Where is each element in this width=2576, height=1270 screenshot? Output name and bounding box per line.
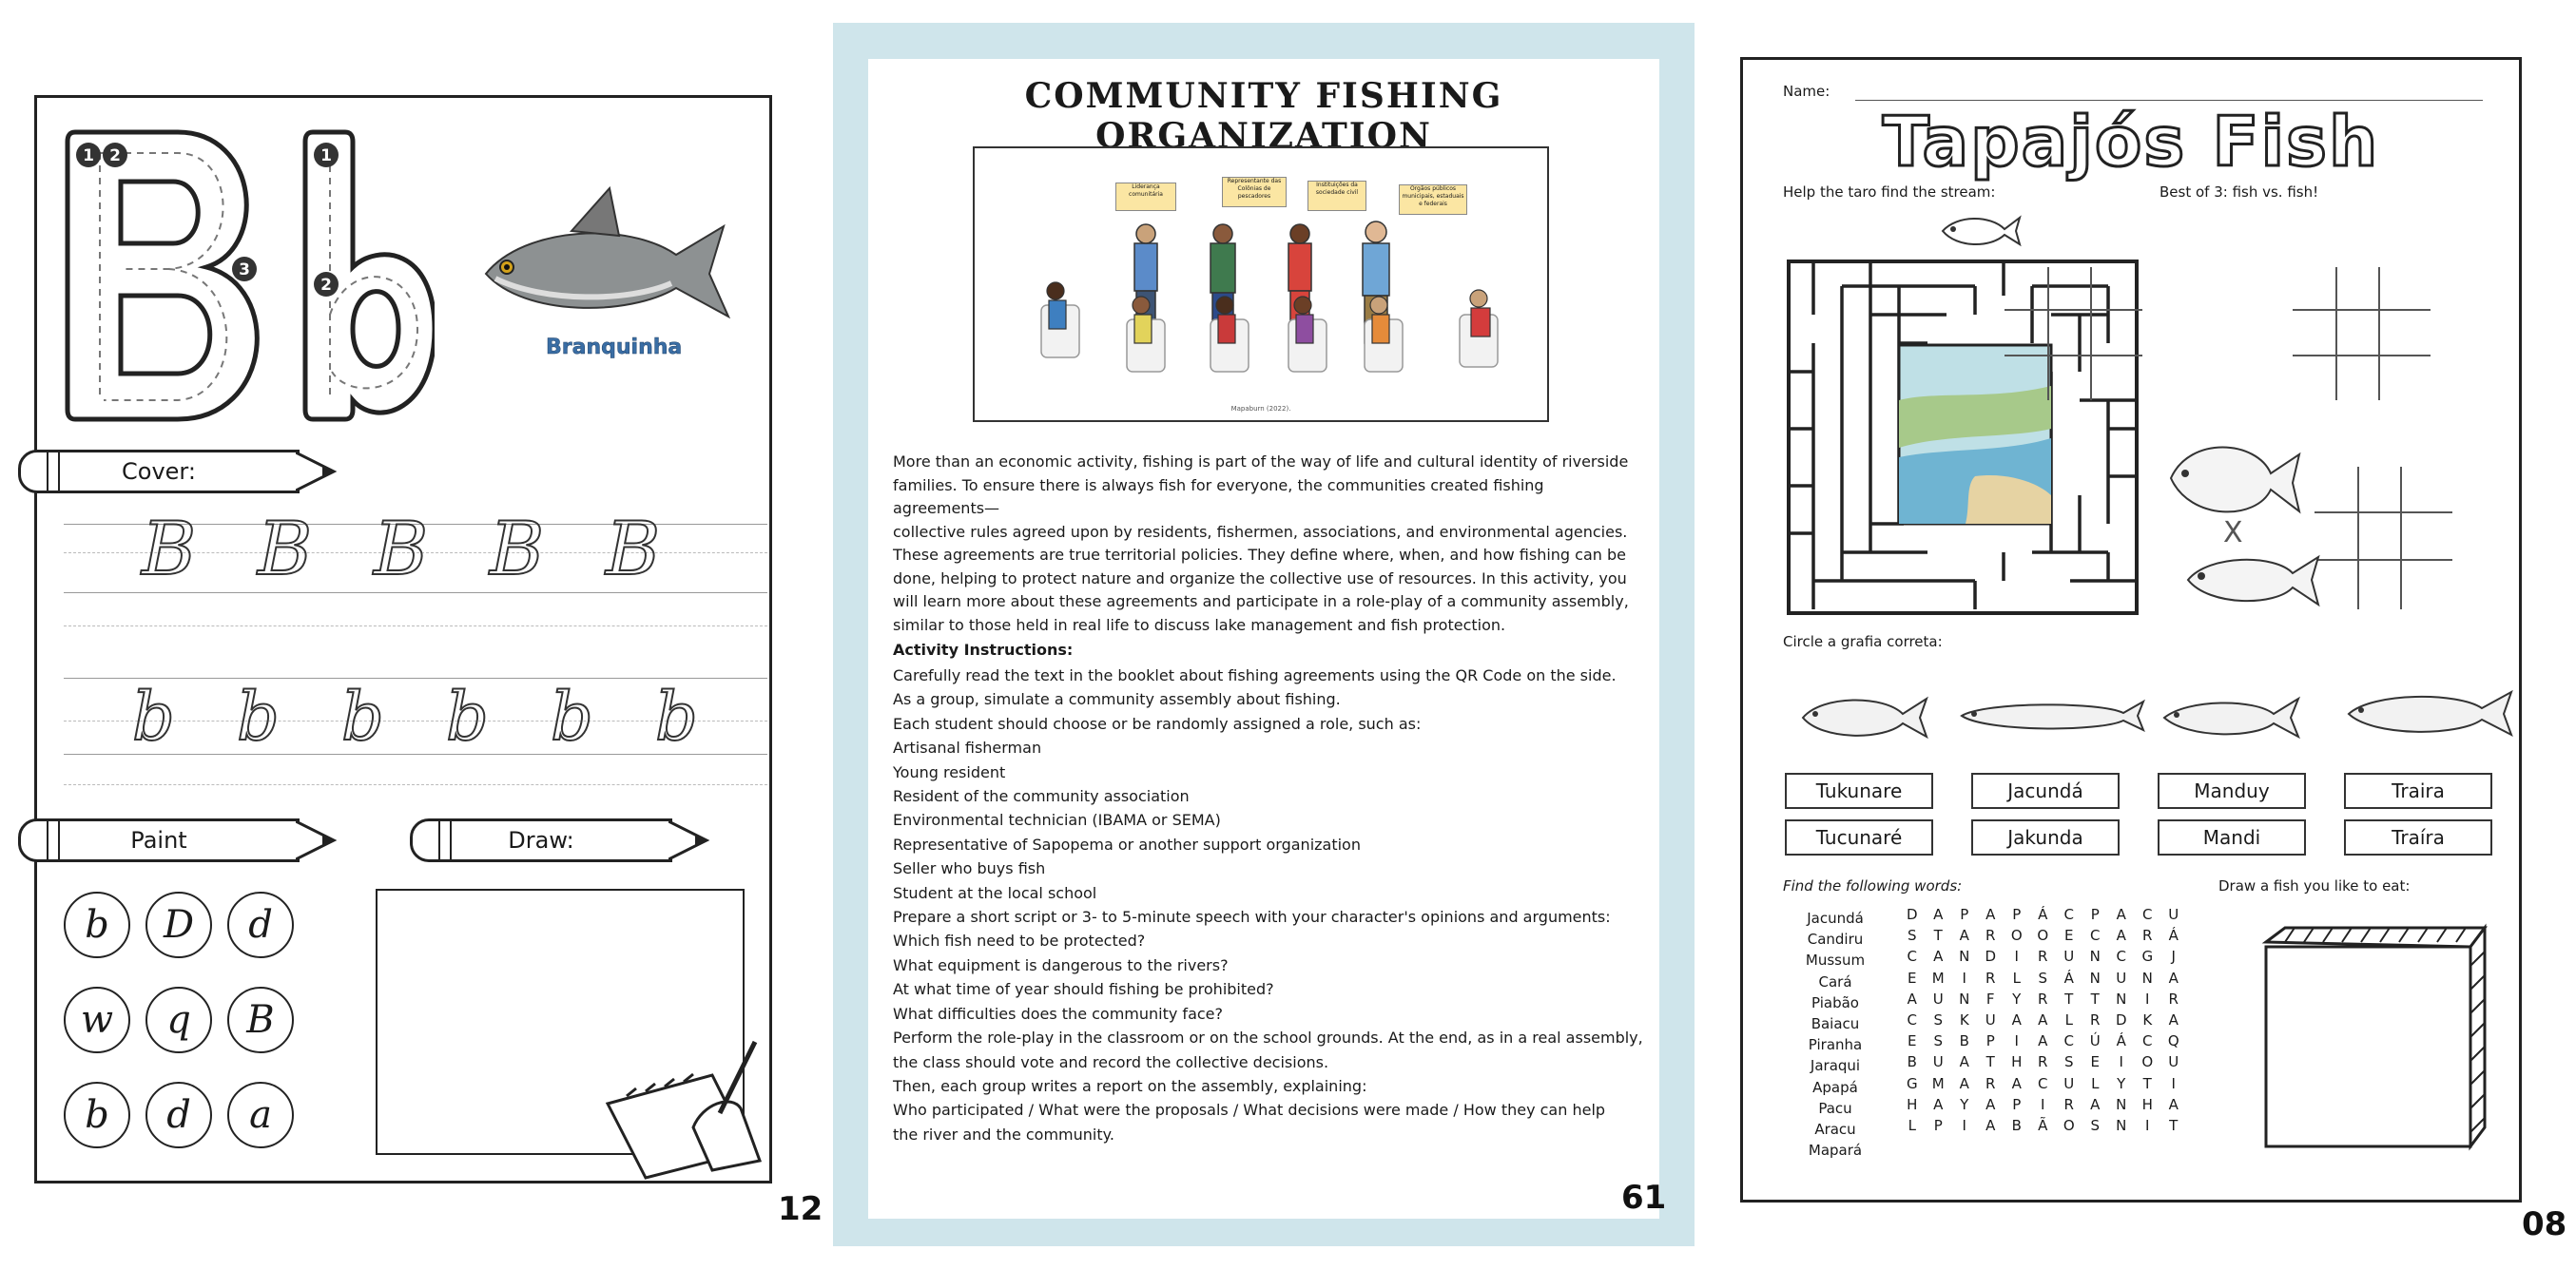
traira-fish-icon bbox=[2344, 678, 2515, 744]
instruction-line: Student at the local school bbox=[893, 883, 1097, 902]
versus-label: X bbox=[2223, 516, 2243, 549]
word-grid-cell[interactable]: C bbox=[2142, 1032, 2153, 1050]
notepad-writing-icon bbox=[598, 1037, 779, 1180]
word-grid-row bbox=[1899, 906, 2187, 923]
word-grid-row bbox=[1899, 1117, 2187, 1134]
word-grid-cell[interactable]: P bbox=[1960, 906, 1969, 923]
find-words-prompt: Find the following words: bbox=[1783, 877, 1963, 895]
word-grid-cell[interactable]: Á bbox=[2038, 906, 2048, 923]
word-grid-cell[interactable]: E bbox=[1908, 969, 1917, 987]
worksheet-letter-b bbox=[34, 95, 772, 1183]
word-grid-cell[interactable]: I bbox=[2145, 1117, 2150, 1134]
word-list-item: Jaraqui bbox=[1810, 1057, 1861, 1075]
fish-player-two-icon bbox=[2180, 540, 2323, 616]
word-grid-cell[interactable]: I bbox=[2171, 1074, 2176, 1092]
word-grid-cell[interactable]: U bbox=[2168, 1053, 2179, 1071]
word-grid-cell[interactable]: U bbox=[2168, 906, 2179, 923]
word-grid-cell[interactable]: A bbox=[1985, 1095, 1996, 1113]
word-grid-cell[interactable]: P bbox=[1933, 1117, 1943, 1134]
instruction-line: Seller who buys fish bbox=[893, 859, 1046, 878]
circle-letter: b bbox=[64, 892, 130, 958]
cover-crayon-label bbox=[18, 450, 341, 491]
word-grid-cell[interactable]: P bbox=[2012, 906, 2022, 923]
word-grid-cell[interactable]: S bbox=[1907, 927, 1917, 945]
instruction-line: Each student should choose or be randomly assigned a role, such as: bbox=[893, 714, 1422, 733]
word-grid-cell[interactable]: A bbox=[1933, 906, 1944, 923]
stroke-number: 3 bbox=[239, 260, 250, 279]
word-grid-cell[interactable]: N bbox=[1959, 948, 1970, 966]
word-grid-cell[interactable]: S bbox=[2038, 969, 2048, 987]
word-grid-cell[interactable]: Á bbox=[2168, 927, 2179, 945]
word-grid-row bbox=[1899, 991, 2187, 1008]
trace-letter: b bbox=[446, 678, 489, 756]
branquinha-fish-illustration bbox=[467, 183, 752, 336]
word-grid-cell[interactable]: Y bbox=[1960, 1095, 1969, 1113]
maze-prompt: Help the taro find the stream: bbox=[1783, 183, 1996, 201]
word-grid-cell[interactable]: Á bbox=[2116, 1032, 2126, 1050]
illustration-sign: Liderança comunitária bbox=[1115, 183, 1176, 211]
word-grid-cell[interactable]: C bbox=[1907, 948, 1917, 966]
word-grid-cell[interactable]: U bbox=[2063, 1074, 2075, 1092]
word-grid-cell[interactable]: N bbox=[2089, 969, 2101, 987]
word-grid-cell[interactable]: I bbox=[2145, 990, 2150, 1008]
trace-letter: b bbox=[341, 678, 384, 756]
word-grid-cell[interactable]: A bbox=[2116, 927, 2126, 945]
instruction-line: Carefully read the text in the booklet about fishing agreements using the QR Code on the side. bbox=[893, 666, 1617, 684]
word-grid-cell[interactable]: R bbox=[2168, 990, 2179, 1008]
instruction-line: the class should vote and record the collective decisions. bbox=[893, 1052, 1329, 1071]
word-grid-cell[interactable]: A bbox=[1933, 1095, 1944, 1113]
word-grid-cell[interactable]: T bbox=[1985, 1053, 1995, 1071]
word-grid-cell[interactable]: F bbox=[1985, 990, 1995, 1008]
circle-letter: d bbox=[227, 892, 294, 958]
word-grid-cell[interactable]: A bbox=[2168, 1095, 2179, 1113]
word-grid-cell[interactable]: R bbox=[2038, 948, 2048, 966]
word-grid-cell[interactable]: N bbox=[2089, 948, 2101, 966]
draw-crayon-label bbox=[410, 818, 724, 860]
illustration-sign: Instituições da sociedade civil bbox=[1307, 181, 1366, 211]
word-grid-cell[interactable]: E bbox=[1908, 1032, 1917, 1050]
word-grid-cell[interactable]: I bbox=[1962, 1117, 1966, 1134]
draw-fish-prompt: Draw a fish you like to eat: bbox=[2218, 877, 2411, 895]
word-grid-cell[interactable]: S bbox=[1933, 1011, 1944, 1029]
spelling-option[interactable]: Tukunare bbox=[1785, 773, 1933, 809]
word-grid-cell[interactable]: A bbox=[2038, 1032, 2048, 1050]
word-grid-cell[interactable]: C bbox=[2063, 906, 2074, 923]
word-grid-cell[interactable]: Q bbox=[2167, 1032, 2179, 1050]
word-list-item: Baiacu bbox=[1811, 1015, 1860, 1033]
word-grid-cell[interactable]: R bbox=[2038, 990, 2048, 1008]
word-grid-cell[interactable]: A bbox=[2090, 1095, 2101, 1113]
word-grid-cell[interactable]: O bbox=[2037, 927, 2049, 945]
word-list-item: Apapá bbox=[1812, 1078, 1858, 1096]
word-grid-cell[interactable]: T bbox=[2064, 990, 2074, 1008]
word-grid-cell[interactable]: E bbox=[2064, 927, 2074, 945]
people-seated-icon bbox=[975, 215, 1547, 395]
page-number: 08 bbox=[2522, 1205, 2567, 1243]
word-grid-cell[interactable]: Y bbox=[2117, 1074, 2126, 1092]
instruction-line: Which fish need to be protected? bbox=[893, 932, 1146, 951]
word-grid-cell[interactable]: L bbox=[2091, 1074, 2100, 1092]
circle-letter: w bbox=[64, 987, 130, 1053]
mandi-fish-icon bbox=[2160, 687, 2302, 744]
word-grid-cell[interactable]: N bbox=[2116, 1095, 2127, 1113]
word-list-item: Mapará bbox=[1808, 1142, 1863, 1160]
word-grid-cell[interactable]: R bbox=[2090, 1011, 2101, 1029]
paint-crayon-label bbox=[18, 818, 332, 860]
instruction-line: Environmental technician (IBAMA or SEMA) bbox=[893, 811, 1221, 830]
tucunare-fish-icon bbox=[1798, 687, 1931, 744]
word-grid-cell[interactable]: A bbox=[1985, 1117, 1996, 1134]
instruction-line: At what time of year should fishing be prohibited? bbox=[893, 980, 1274, 999]
word-grid-cell[interactable]: O bbox=[2010, 927, 2023, 945]
circle-letter: d bbox=[145, 1082, 212, 1148]
tictactoe-prompt: Best of 3: fish vs. fish! bbox=[2160, 183, 2319, 201]
spelling-option[interactable]: Manduy bbox=[2158, 773, 2306, 809]
word-grid-cell[interactable]: U bbox=[1985, 1011, 1996, 1029]
spelling-option[interactable]: Mandi bbox=[2158, 819, 2306, 856]
circle-letter: D bbox=[145, 892, 212, 958]
instructions-list bbox=[893, 664, 1644, 1146]
word-grid-cell[interactable]: U bbox=[2116, 969, 2127, 987]
word-grid-cell[interactable]: A bbox=[1933, 948, 1944, 966]
word-grid-cell[interactable]: K bbox=[1959, 1011, 1969, 1029]
word-list-item: Piranha bbox=[1808, 1036, 1863, 1054]
circle-letter: q bbox=[145, 987, 212, 1053]
circle-letter: a bbox=[227, 1082, 294, 1148]
instruction-line: What equipment is dangerous to the rivers? bbox=[893, 955, 1229, 974]
word-grid-cell[interactable]: Ú bbox=[2089, 1032, 2101, 1050]
word-grid-cell[interactable]: O bbox=[2063, 1117, 2075, 1134]
instruction-line: What difficulties does the community face? bbox=[893, 1004, 1223, 1023]
word-grid-row bbox=[1899, 1075, 2187, 1092]
word-grid-cell[interactable]: A bbox=[1959, 1074, 1969, 1092]
word-grid-cell[interactable]: P bbox=[2012, 1095, 2022, 1113]
intro-line: collective rules agreed upon by residents, fishermen, associations, and environmental agencies. bbox=[893, 522, 1628, 541]
maze-puzzle[interactable] bbox=[1785, 258, 2142, 619]
word-grid-cell[interactable]: C bbox=[2038, 1074, 2048, 1092]
word-grid-cell[interactable]: P bbox=[1985, 1032, 1995, 1050]
spelling-option[interactable]: Traira bbox=[2344, 773, 2492, 809]
word-grid-cell[interactable]: T bbox=[1933, 927, 1943, 945]
instruction-line: Artisanal fisherman bbox=[893, 739, 1042, 758]
word-grid-cell[interactable]: H bbox=[2011, 1053, 2023, 1071]
spelling-option[interactable]: Jacundá bbox=[1971, 773, 2120, 809]
word-grid-row bbox=[1899, 1011, 2187, 1029]
word-grid-cell[interactable]: C bbox=[1907, 1011, 1917, 1029]
word-grid-cell[interactable]: L bbox=[2064, 1011, 2073, 1029]
trace-letter: B bbox=[374, 507, 429, 592]
word-grid-cell[interactable]: T bbox=[2142, 1074, 2152, 1092]
fish-player-one-icon bbox=[2161, 431, 2304, 526]
word-grid-cell[interactable]: N bbox=[2116, 990, 2127, 1008]
word-grid-row bbox=[1899, 927, 2187, 944]
word-grid-cell[interactable]: A bbox=[1959, 927, 1969, 945]
intro-line: done, helping to protect nature and organize the collective use of resources. In this activity, you bbox=[893, 568, 1627, 587]
word-grid-cell[interactable]: J bbox=[2171, 948, 2176, 966]
word-grid-cell[interactable]: I bbox=[2014, 948, 2019, 966]
small-fish-icon bbox=[1938, 210, 2024, 252]
word-grid-cell[interactable]: A bbox=[2038, 1011, 2048, 1029]
word-list bbox=[1783, 908, 1888, 1161]
intro-line: These agreements are true territorial policies. They define where, when, and how fishing can be bbox=[893, 546, 1626, 564]
draw-fish-box[interactable] bbox=[2256, 923, 2494, 1151]
assembly-illustration bbox=[973, 146, 1549, 422]
word-grid-cell[interactable]: I bbox=[2119, 1053, 2123, 1071]
page-title: COMMUNITY FISHING ORGANIZATION bbox=[1024, 76, 1503, 156]
instruction-line: Then, each group writes a report on the assembly, explaining: bbox=[893, 1076, 1367, 1095]
word-grid-cell[interactable]: L bbox=[2012, 969, 2021, 987]
word-grid-cell[interactable]: U bbox=[2063, 948, 2075, 966]
intro-line: More than an economic activity, fishing is part of the way of life and cultural identity of riverside bbox=[893, 452, 1629, 471]
word-grid-cell[interactable]: A bbox=[2011, 1011, 2022, 1029]
trace-letter: B bbox=[258, 507, 313, 592]
page-title: Tapajós Fish bbox=[1882, 102, 2380, 182]
circle-prompt: Circle a grafia correta: bbox=[1783, 633, 1943, 650]
trace-letter: b bbox=[655, 678, 698, 756]
word-grid-cell[interactable]: K bbox=[2142, 1011, 2153, 1029]
word-grid-cell[interactable]: R bbox=[1985, 1074, 1996, 1092]
name-field[interactable] bbox=[1855, 100, 2483, 101]
word-grid-cell[interactable]: A bbox=[1985, 906, 1996, 923]
word-grid-row bbox=[1899, 970, 2187, 987]
illustration-sign: Órgãos públicos municipais, estaduais e federais bbox=[1399, 184, 1467, 215]
instruction-line: the river and the community. bbox=[893, 1125, 1114, 1144]
word-grid-cell[interactable]: U bbox=[1932, 990, 1944, 1008]
word-grid-cell[interactable]: T bbox=[2090, 990, 2100, 1008]
word-grid-cell[interactable]: H bbox=[1907, 1095, 1918, 1113]
word-grid-cell[interactable]: S bbox=[2063, 1053, 2074, 1071]
illustration-sign: Representante das Colônias de pescadores bbox=[1222, 177, 1287, 207]
word-grid-cell[interactable]: R bbox=[1985, 969, 1996, 987]
stroke-number: 1 bbox=[320, 146, 332, 165]
word-grid-cell[interactable]: M bbox=[1931, 1074, 1945, 1092]
word-grid-cell[interactable]: D bbox=[2115, 1011, 2127, 1029]
word-grid-row bbox=[1899, 1096, 2187, 1113]
name-label: Name: bbox=[1783, 83, 1830, 100]
word-grid-cell[interactable]: T bbox=[2169, 1117, 2179, 1134]
paint-label: Paint bbox=[18, 818, 300, 862]
word-grid-cell[interactable]: A bbox=[2116, 906, 2126, 923]
word-grid-cell[interactable]: B bbox=[1959, 1032, 1969, 1050]
word-grid-cell[interactable]: I bbox=[2014, 1032, 2019, 1050]
word-grid-cell[interactable]: B bbox=[1907, 1053, 1917, 1071]
intro-line: will learn more about these agreements and participate in a role-play of a community assembly, bbox=[893, 592, 1629, 610]
word-grid-cell[interactable]: L bbox=[1908, 1117, 1916, 1134]
page-number: 61 bbox=[1621, 1179, 1667, 1217]
word-list-item: Jacundá bbox=[1807, 910, 1864, 927]
trace-letter: B bbox=[606, 507, 661, 592]
word-grid-cell[interactable]: Á bbox=[2063, 969, 2074, 987]
instruction-line: Young resident bbox=[893, 762, 1006, 781]
draw-label: Draw: bbox=[410, 818, 672, 862]
word-grid-cell[interactable]: O bbox=[2141, 1053, 2154, 1071]
word-grid-cell[interactable]: S bbox=[1933, 1032, 1944, 1050]
word-grid-cell[interactable]: E bbox=[2090, 1053, 2100, 1071]
page-number: 12 bbox=[778, 1190, 823, 1228]
word-grid-cell[interactable]: R bbox=[2142, 927, 2153, 945]
instruction-line: As a group, simulate a community assembly about fishing. bbox=[893, 690, 1341, 709]
word-grid-cell[interactable]: A bbox=[1907, 990, 1917, 1008]
word-grid-cell[interactable]: D bbox=[1906, 906, 1918, 923]
word-grid-cell[interactable]: N bbox=[2116, 1117, 2127, 1134]
trace-letter: B bbox=[490, 507, 545, 592]
trace-letter: b bbox=[132, 678, 175, 756]
word-grid-cell[interactable]: R bbox=[2063, 1095, 2074, 1113]
word-grid-cell[interactable]: R bbox=[2038, 1053, 2048, 1071]
intro-line: similar to those held in real life to discuss lake management and fish protection. bbox=[893, 615, 1506, 634]
word-grid-row bbox=[1899, 948, 2187, 965]
word-grid-cell[interactable]: C bbox=[2063, 1032, 2074, 1050]
word-grid-cell[interactable]: P bbox=[2090, 906, 2100, 923]
word-grid-cell[interactable]: A bbox=[1959, 1053, 1969, 1071]
word-grid-cell[interactable]: G bbox=[2141, 948, 2154, 966]
circle-letter: b bbox=[64, 1082, 130, 1148]
word-list-item: Cará bbox=[1818, 972, 1852, 991]
word-list-item: Candiru bbox=[1807, 931, 1864, 949]
stroke-number: 2 bbox=[109, 146, 121, 165]
intro-line: families. To ensure there is always fish for everyone, the communities created fishing agreements— bbox=[893, 475, 1544, 517]
instruction-line: Who participated / What were the proposals / What decisions were made / How they can help bbox=[893, 1101, 1606, 1120]
word-grid-cell[interactable]: A bbox=[2011, 1074, 2022, 1092]
stroke-number: 1 bbox=[83, 146, 94, 165]
spelling-option[interactable]: Tucunaré bbox=[1785, 819, 1933, 856]
trace-letter: b bbox=[237, 678, 280, 756]
word-grid-cell[interactable]: I bbox=[2041, 1095, 2045, 1113]
word-grid-cell[interactable]: G bbox=[1906, 1074, 1918, 1092]
circle-letter: B bbox=[227, 987, 294, 1053]
word-grid-cell[interactable]: M bbox=[1931, 969, 1945, 987]
word-grid-cell[interactable]: A bbox=[2168, 1011, 2179, 1029]
instruction-line: Representative of Sapopema or another support organization bbox=[893, 835, 1361, 854]
word-grid-cell[interactable]: A bbox=[2168, 969, 2179, 987]
instruction-line: Resident of the community association bbox=[893, 787, 1190, 806]
cover-label: Cover: bbox=[18, 450, 300, 493]
word-grid-cell[interactable]: B bbox=[2011, 1117, 2022, 1134]
word-grid-cell[interactable]: C bbox=[2090, 927, 2101, 945]
word-grid-cell[interactable]: S bbox=[2090, 1117, 2101, 1134]
word-grid-cell[interactable]: D bbox=[1985, 948, 1997, 966]
word-grid-cell[interactable]: Ã bbox=[2038, 1117, 2048, 1134]
spelling-option[interactable]: Jakunda bbox=[1971, 819, 2120, 856]
word-list-item: Pacu bbox=[1818, 1099, 1852, 1117]
word-grid-cell[interactable]: R bbox=[1985, 927, 1996, 945]
word-grid-cell[interactable]: U bbox=[1932, 1053, 1944, 1071]
instruction-line: Perform the role-play in the classroom or on the school grounds. At the end, as in a real assembly, bbox=[893, 1029, 1643, 1048]
worksheet-fishing-organization bbox=[868, 59, 1659, 1219]
word-list-item: Mussum bbox=[1805, 952, 1866, 970]
word-list-item: Piabão bbox=[1811, 993, 1859, 1011]
word-grid-cell[interactable]: N bbox=[2141, 969, 2153, 987]
word-grid-row bbox=[1899, 1053, 2187, 1070]
letter-b-tracing-guide bbox=[64, 125, 435, 438]
word-grid-cell[interactable]: N bbox=[1959, 990, 1970, 1008]
word-grid-row bbox=[1899, 1032, 2187, 1049]
intro-paragraph bbox=[893, 451, 1635, 637]
trace-letter: b bbox=[551, 678, 593, 756]
spelling-option[interactable]: Traíra bbox=[2344, 819, 2492, 856]
instructions-heading: Activity Instructions: bbox=[893, 641, 1074, 659]
jacunda-fish-icon bbox=[1957, 692, 2147, 740]
fish-name-label: Branquinha bbox=[546, 336, 683, 359]
word-grid-cell[interactable]: C bbox=[2116, 948, 2126, 966]
word-grid-cell[interactable]: Y bbox=[2012, 990, 2022, 1008]
word-grid-cell[interactable]: H bbox=[2141, 1095, 2153, 1113]
instruction-line: Prepare a short script or 3- to 5-minute speech with your character's opinions and arguments: bbox=[893, 908, 1611, 927]
illustration-credit: Mapaburn (2022). bbox=[1230, 405, 1291, 413]
word-grid-cell[interactable]: C bbox=[2142, 906, 2153, 923]
word-list-item: Aracu bbox=[1814, 1121, 1856, 1139]
word-grid-cell[interactable]: I bbox=[1962, 969, 1966, 987]
stroke-number: 2 bbox=[320, 276, 332, 295]
uppercase-b-outline bbox=[68, 132, 257, 419]
trace-letter: B bbox=[142, 507, 197, 592]
worksheet-tapajos-fish bbox=[1740, 57, 2522, 1203]
